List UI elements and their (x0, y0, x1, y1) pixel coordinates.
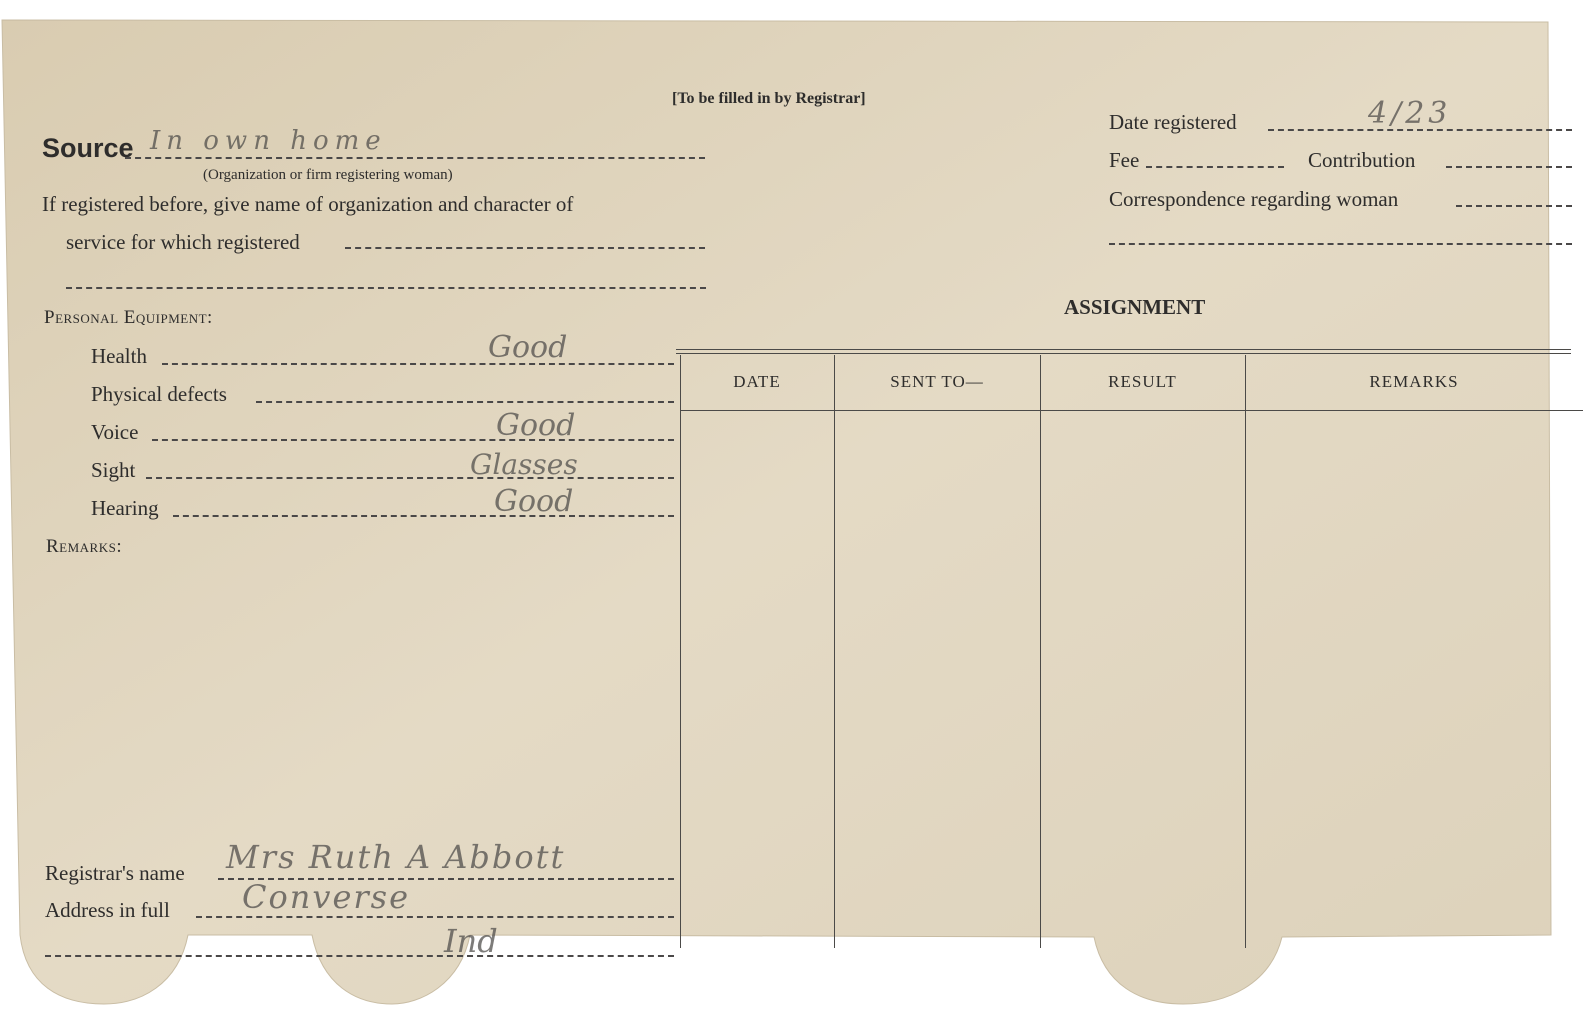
table-col-line-1 (680, 355, 681, 948)
prior-line-b (66, 287, 706, 289)
table-header-rule (680, 410, 1583, 411)
fee-label: Fee (1109, 148, 1140, 172)
sight-label: Sight (91, 458, 136, 482)
source-value: In own home (150, 126, 387, 156)
table-col-line-4 (1245, 355, 1246, 948)
physical-defects-label: Physical defects (91, 382, 227, 406)
prior-line-a (345, 247, 705, 249)
table-col-line-2 (834, 355, 835, 948)
sight-line (146, 477, 674, 479)
prior-registration-line1: If registered before, give name of organization and character of (42, 192, 574, 216)
column-header-sent-to: SENT TO— (890, 372, 984, 391)
table-col-line-3 (1040, 355, 1041, 948)
remarks-heading: Remarks: (46, 536, 123, 557)
voice-value: Good (496, 408, 576, 443)
address-label: Address in full (45, 898, 170, 922)
personal-equipment-heading: Personal Equipment: (44, 307, 213, 328)
date-registered-value: 4/23 (1368, 96, 1452, 131)
registrar-name-value: Mrs Ruth A Abbott (226, 838, 566, 876)
address-value-line2: Ind (444, 922, 498, 960)
health-value: Good (488, 330, 568, 365)
column-header-remarks: REMARKS (1369, 372, 1459, 391)
address-line-1 (196, 916, 674, 918)
column-header-date: DATE (733, 372, 781, 391)
prior-registration-line2: service for which registered (66, 230, 300, 254)
sight-value: Glasses (470, 448, 578, 481)
address-line-2 (45, 955, 674, 957)
date-registered-label: Date registered (1109, 110, 1237, 134)
hearing-label: Hearing (91, 496, 159, 520)
physical-defects-line (256, 401, 674, 403)
health-label: Health (91, 344, 147, 368)
table-top-rule-2 (676, 353, 1571, 354)
registrar-name-label: Registrar's name (45, 861, 185, 885)
health-line (162, 363, 674, 365)
assignment-title: ASSIGNMENT (1064, 295, 1206, 319)
hearing-value: Good (494, 484, 574, 519)
registrar-note: [To be filled in by Registrar] (672, 90, 866, 107)
address-value-line1: Converse (242, 878, 411, 916)
contribution-label: Contribution (1308, 148, 1416, 172)
source-label: Source (42, 133, 134, 163)
correspondence-line-a (1456, 205, 1572, 207)
voice-label: Voice (91, 420, 139, 444)
hearing-line (173, 515, 674, 517)
correspondence-label: Correspondence regarding woman (1109, 187, 1399, 211)
column-header-result: RESULT (1108, 372, 1177, 391)
source-line (125, 157, 705, 159)
contribution-line (1446, 166, 1572, 168)
source-caption: (Organization or firm registering woman) (203, 167, 453, 183)
correspondence-line-b (1109, 243, 1572, 245)
table-top-rule-1 (676, 349, 1571, 350)
fee-line (1146, 166, 1284, 168)
voice-line (152, 439, 674, 441)
